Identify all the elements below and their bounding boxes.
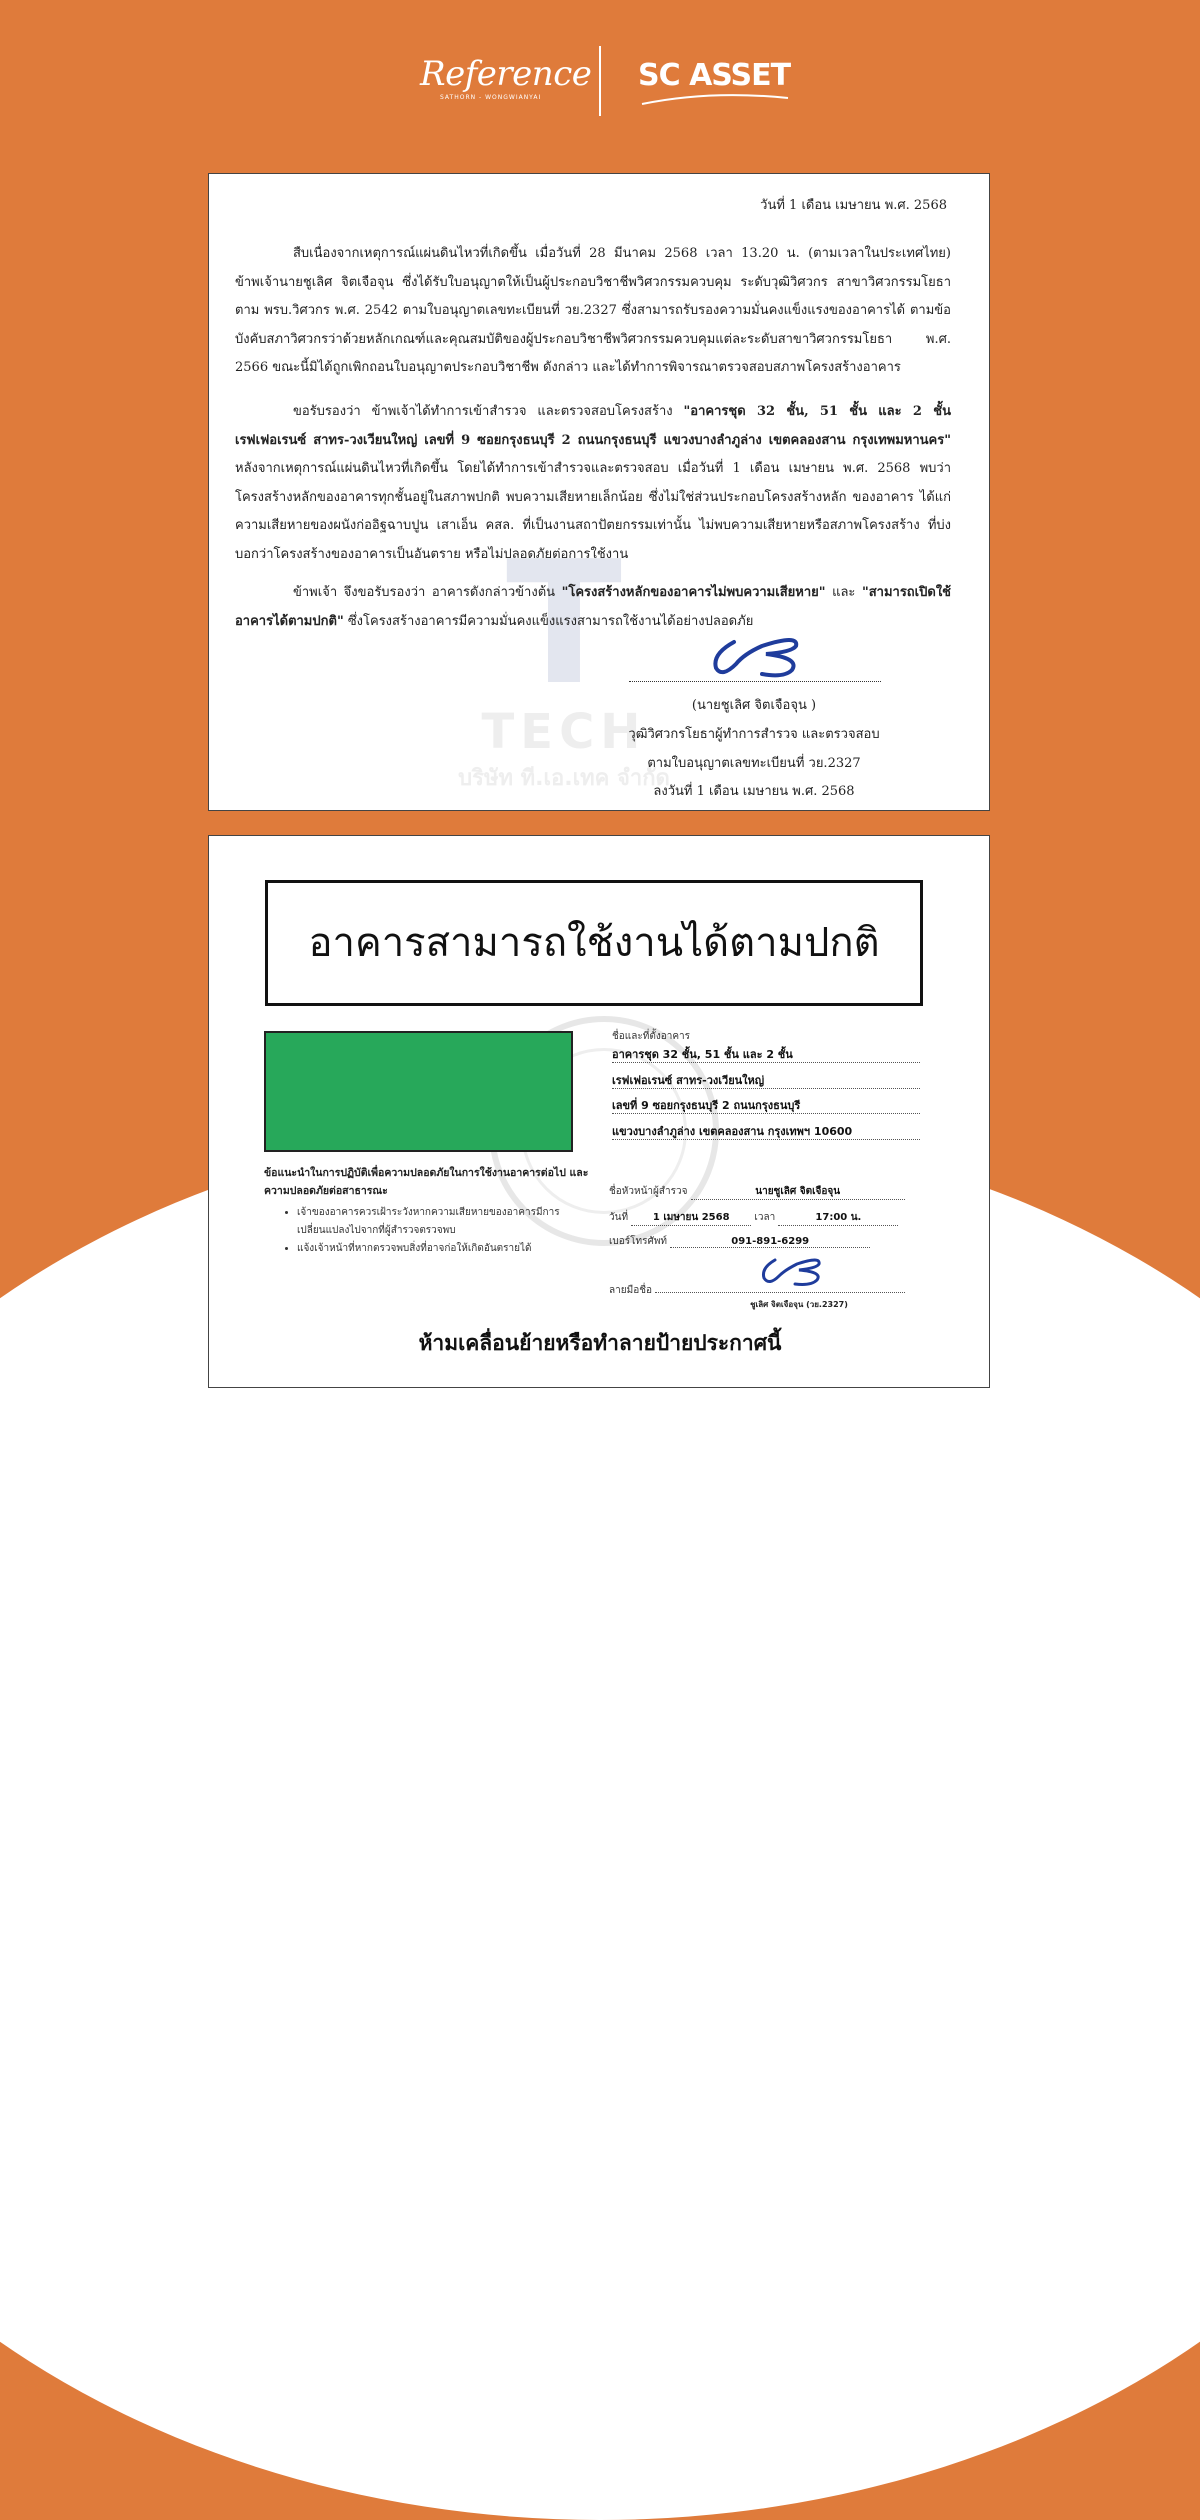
reference-logo: Reference [420, 54, 592, 94]
scasset-swoosh-icon [640, 92, 790, 106]
paragraph-2-rest: หลังจากเหตุการณ์แผ่นดินไหวที่เกิดขึ้น โดยได้ทำการเข้าสำรวจและตรวจสอบ เมื่อวันที่ 1 เดือน เมษายน พ.ศ. 2568 พบว่า โครงสร้างหลักของอาคารทุกชั้นอยู่ในสภาพปกติ พบความเสียหายเล็กน้อย ซึ่งไม่ใช่ส่วนประกอบโครงสร้างหลัก ของอาคาร ได้แก่ ความเสียหายของผนังก่ออิฐฉาบปูน เสาเอ็น คสล. ที่เป็นงานสถาปัตยกรรมเท่านั้น ไม่พบความเสียหายหรือสภาพโครงสร้าง ที่บ่งบอกว่าโครงสร้างของอาคารเป็นอันตราย หรือไม่ปลอดภัยต่อการใช้งาน [235, 461, 951, 562]
watermark-tech-text: TECH [481, 704, 647, 760]
building-line-1: อาคารชุด 32 ชั้น, 51 ชั้น และ 2 ชั้น [612, 1047, 920, 1063]
notice-title: อาคารสามารถใช้งานได้ตามปกติ [265, 880, 923, 1006]
letter-date: วันที่ 1 เดือน เมษายน พ.ศ. 2568 [760, 198, 947, 213]
building-line-4: แขวงบางลำภูล่าง เขตคลองสาน กรุงเทพฯ 10600 [612, 1124, 920, 1140]
letter-paragraph-3 [235, 579, 951, 636]
signature-row [609, 1283, 905, 1298]
letter-signer-license: ตามใบอนุญาตเลขทะเบียนที่ วย.2327 [647, 756, 861, 771]
date-value: 1 เมษายน 2568 [631, 1210, 751, 1226]
date-label: วันที่ [609, 1212, 629, 1223]
watermark-company-text: บริษัท ที.เอ.เทค จำกัด [458, 766, 670, 791]
phone-label: เบอร์โทรศัพท์ [609, 1236, 668, 1247]
letter-signed-date: ลงวันที่ 1 เดือน เมษายน พ.ศ. 2568 [653, 784, 855, 799]
watermark-logo-icon: T [506, 525, 622, 723]
letter-signer-title: วุฒิวิศวกรโยธาผู้ทำการสำรวจ และตรวจสอบ [628, 727, 880, 742]
building-notice [208, 835, 990, 1388]
green-status-box [264, 1031, 573, 1152]
date-time-row [609, 1210, 898, 1226]
paragraph-2-building: "อาคารชุด 32 ชั้น, 51 ชั้น และ 2 ชั้น เรฟเฟอเรนซ์ สาทร-วงเวียนใหญ่ เลขที่ 9 ซอยกรุงธนบุรี 2 ถนนกรุงธนบุรี แขวงบางลำภูล่าง เขตคลองสาน กรุงเทพมหานคร" [235, 404, 951, 448]
paragraph-3-bold-2: "สามารถเปิดใช้อาคารได้ตามปกติ" [235, 585, 951, 629]
signature-caption: ชูเลิศ จิตเจือจุน (วย.2327) [750, 1300, 848, 1309]
logo-divider [599, 46, 601, 116]
time-label: เวลา [754, 1212, 776, 1223]
advice-list [279, 1204, 597, 1258]
reference-logo-subtitle: SATHORN - WONGWIANYAI [440, 94, 542, 101]
building-line-3: เลขที่ 9 ซอยกรุงธนบุรี 2 ถนนกรุงธนบุรี [612, 1098, 920, 1114]
certification-letter [208, 173, 990, 811]
advice-title: ข้อแนะนำในการปฏิบัติเพื่อความปลอดภัยในการใช้งานอาคารต่อไป และความปลอดภัยต่อสาธารณะ [264, 1167, 589, 1197]
letter-signer-name: (นายชูเลิศ จิตเจือจุน ) [691, 698, 817, 713]
phone-value: 091-891-6299 [670, 1236, 870, 1248]
letter-signature-icon [704, 632, 814, 682]
paragraph-3-mid: และ [825, 585, 862, 600]
letter-paragraph-2 [235, 398, 951, 569]
building-label: ชื่อและที่ตั้งอาคาร [612, 1031, 691, 1042]
building-line-2: เรฟเฟอเรนซ์ สาทร-วงเวียนใหญ่ [612, 1073, 920, 1089]
phone-row [609, 1234, 870, 1249]
advice-item: • เจ้าของอาคารควรเฝ้าระวังหากความเสียหายของอาคารมีการเปลี่ยนแปลงไปจากที่ผู้สำรวจตรวจพบ [297, 1204, 597, 1240]
letter-signature-line [629, 681, 881, 682]
time-value: 17:00 น. [778, 1210, 898, 1226]
paragraph-2-lead: ขอรับรองว่า ข้าพเจ้าได้ทำการเข้าสำรวจ และตรวจสอบโครงสร้าง [293, 404, 684, 419]
inspector-value: นายชูเลิศ จิตเจือจุน [691, 1184, 905, 1200]
paragraph-3-lead: ข้าพเจ้า จึงขอรับรองว่า อาคารดังกล่าวข้างต้น [293, 585, 562, 600]
inspector-row [609, 1184, 905, 1200]
paragraph-3-rest: ซึ่งโครงสร้างอาคารมีความมั่นคงแข็งแรงสามารถใช้งานได้อย่างปลอดภัย [343, 613, 754, 629]
signature-line [655, 1292, 905, 1293]
paragraph-3-bold-1: "โครงสร้างหลักของอาคารไม่พบความเสียหาย" [561, 585, 826, 600]
header-logos [0, 40, 1200, 120]
signature-label: ลายมือชื่อ [609, 1285, 652, 1296]
letter-paragraph-1: สืบเนื่องจากเหตุการณ์แผ่นดินไหวที่เกิดขึ้น เมื่อวันที่ 28 มีนาคม 2568 เวลา 13.20 น. (ตามเวลาในประเทศไทย) ข้าพเจ้านายชูเลิศ จิตเจือจุน ซึ่งได้รับใบอนุญาตให้เป็นผู้ประกอบวิชาชีพวิศวกรรมควบคุม ระดับวุฒิวิศวกร สาขาวิศวกรรมโยธา ตาม พรบ.วิศวกร พ.ศ. 2542 ตามใบอนุญาตเลขทะเบียนที่ วย.2327 ซึ่งสามารถรับรองความมั่นคงแข็งแรงของอาคารได้ ตามข้อบังคับสภาวิศวกรว่าด้วยหลักเกณฑ์และคุณสมบัติของผู้ประกอบวิชาชีพวิศวกรรมควบคุมแต่ละระดับสาขาวิศวกรรมโยธา พ.ศ. 2566 ขณะนี้มิได้ถูกเพิกถอนใบอนุญาตประกอบวิชาชีพ ดังกล่าว และได้ทำการพิจารณาตรวจสอบสภาพโครงสร้างอาคาร [235, 246, 951, 375]
scasset-logo: SC ASSET [638, 58, 791, 93]
inspector-label: ชื่อหัวหน้าผู้สำรวจ [609, 1186, 688, 1197]
notice-warning: ห้ามเคลื่อนย้ายหรือทำลายป้ายประกาศนี้ [418, 1331, 782, 1355]
advice-item: • แจ้งเจ้าหน้าที่หากตรวจพบสิ่งที่อาจก่อให้เกิดอันตรายได้ [297, 1240, 597, 1258]
